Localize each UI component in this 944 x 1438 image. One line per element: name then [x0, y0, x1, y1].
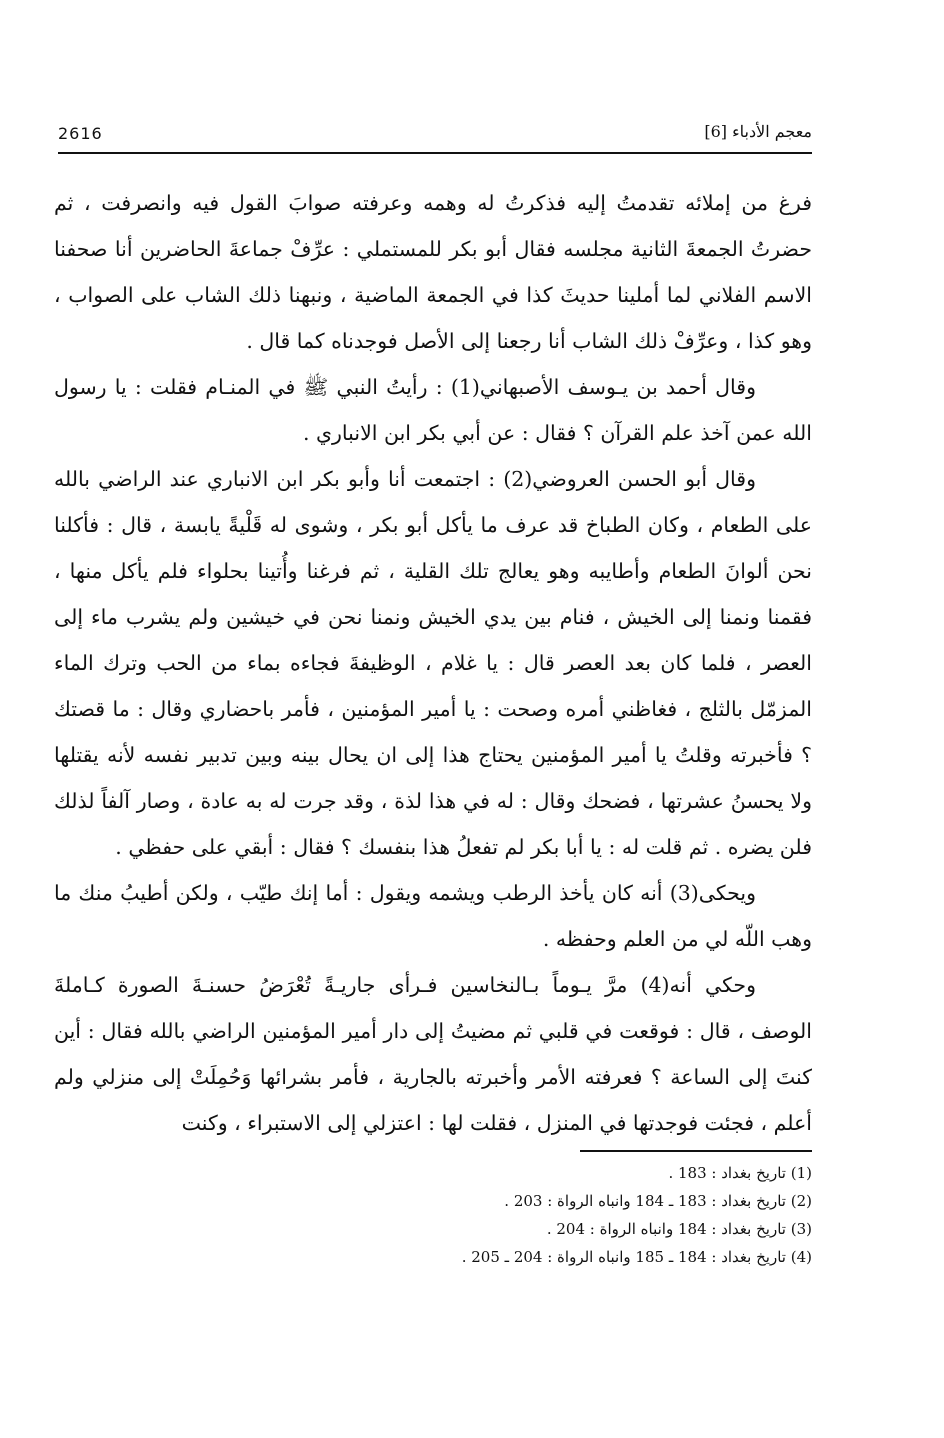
footnotes [192, 1160, 812, 1272]
paragraph-3: وقال أبو الحسن العروضي(2) : اجتمعت أنا وأبو بكر ابن الانباري عند الراضي بالله على الطعام ، وكان الطباخ قد عرف ما يأكل أبو بكر ، وشوى له قَلْيةً يابسة ، قال : فأكلنا نحن ألوانَ الطعام وأطايبه وهو يعالج تلك القلية ، ثم فرغنا وأُتينا بحلواء فلم يأكل منها ، فقمنا ونمنا إلى الخيش ، فنام بين يدي الخيش ونمنا نحن في خيشين ولم يشرب ماء إلى العصر ، فلما كان بعد العصر قال : يا غلام ، الوظيفةَ فجاءه بماء من الحب وترك الماء المزمّل بالثلج ، فغاظني أمره وصحت : يا أمير المؤمنين ، فأمر باحضاري وقال : ما قصتك ؟ فأخبرته وقلتُ يا أمير المؤمنين يحتاج هذا إلى ان يحال بينه وبين تدبير نفسه لأنه يقتلها ولا يحسنُ عشرتها ، فضحك وقال : له في هذا لذة ، وقد جرت له به عادة ، وصار آلفاً لذلك فلن يضره . ثم قلت له : يا أبا بكر لم تفعلُ هذا بنفسك ؟ فقال : أبقي على حفظي . [54, 467, 812, 859]
running-title: معجم الأدباء [6] [704, 122, 812, 141]
paragraph-5: وحكي أنه(4) مرَّ يـوماً بـالنخاسين فـرأى جاريـةً تُعْرَضُ حسنـةَ الصورة كـاملةَ الوصف ، قال : فوقعت في قلبي ثم مضيتُ إلى دار أمير المؤمنين الراضي بالله فقال : أين كنتَ إلى الساعة ؟ فعرفته الأمر وأخبرته بالجارية ، فأمر بشرائها وَحُمِلَتْ إلى منزلي ولم أعلم ، فجئت فوجدتها في المنزل ، فقلت لها : اعتزلي إلى الاستبراء ، وكنت [54, 973, 812, 1135]
header-divider [58, 152, 812, 154]
footnote-1: (1) تاريخ بغداد : 183 . [668, 1164, 812, 1182]
paragraph-1: فرغ من إملائه تقدمتُ إليه فذكرتُ له وهمه وعرفته صوابَ القول فيه وانصرفت ، ثم حضرتُ الجمعةَ الثانية مجلسه فقال أبو بكر للمستملي : عرِّفْ جماعةَ الحاضرين أنا صحفنا الاسم الفلاني لما أملينا حديثَ كذا في الجمعة الماضية ، ونبهنا ذلك الشاب على الصواب ، وهو كذا ، وعرِّفْ ذلك الشاب أنا رجعنا إلى الأصل فوجدناه كما قال . [54, 191, 812, 353]
footnote-2: (2) تاريخ بغداد : 183 ـ 184 وانباه الرواة : 203 . [504, 1192, 812, 1210]
footnote-divider [580, 1150, 812, 1152]
paragraph-4: ويحكى(3) أنه كان يأخذ الرطب ويشمه ويقول : أما إنك طيّب ، ولكن أطيبُ منك ما وهب اللّه لي من العلم وحفظه . [54, 881, 812, 951]
page-number: 2616 [58, 124, 103, 143]
footnote-3: (3) تاريخ بغداد : 184 وانباه الرواة : 204 . [546, 1220, 812, 1238]
page-header [58, 118, 812, 152]
paragraph-2: وقال أحمد بن يـوسف الأصبهاني(1) : رأيتُ النبي ﷺ في المنـام فقلت : يا رسول الله عمن آخذ علم القرآن ؟ فقال : عن أبي بكر ابن الانباري . [54, 375, 812, 445]
footnote-4: (4) تاريخ بغداد : 184 ـ 185 وانباه الرواة : 204 ـ 205 . [461, 1248, 812, 1266]
main-text [54, 180, 812, 1146]
